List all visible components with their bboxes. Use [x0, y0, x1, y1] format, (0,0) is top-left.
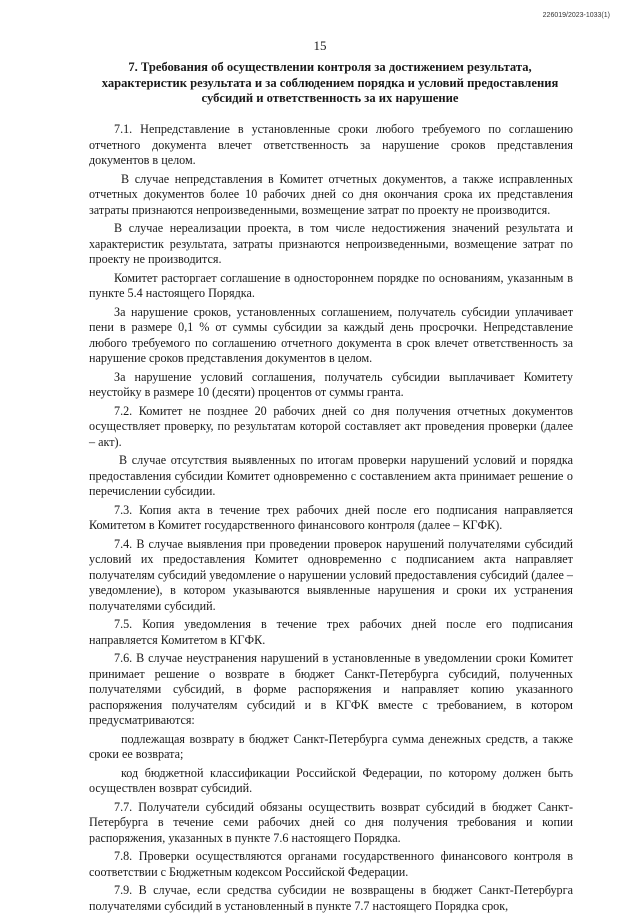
paragraph-7-3: 7.3. Копия акта в течение трех рабочих дней после его подписания направляется Комитетом в Комитет государственного финансового контроля (далее – КГФК).	[89, 502, 573, 532]
page-number: 15	[313, 38, 327, 53]
paragraph-7-1: 7.1. Непредставление в установленные сроки любого требуемого по соглашению отчетного документа влечет ответственность за нарушение сроков представления документов в целом.	[89, 122, 573, 167]
paragraph: В случае нереализации проекта, в том числе недостижения значений результата и характеристик результата, затраты признаются непроизведенными, возмещение затрат по проекту не производится.	[89, 221, 573, 266]
paragraph-7-7: 7.7. Получатели субсидий обязаны осуществить возврат субсидий в бюджет Санкт-Петербурга в течение семи рабочих дней со дня получения требования и копии распоряжения, указанных в пункте 7.6 настоящего Порядка.	[89, 799, 573, 845]
document-number: 226019/2023-1033(1)	[542, 12, 610, 19]
list-item: подлежащая возврату в бюджет Санкт-Петербурга сумма денежных средств, а также сроки ее возврата;	[89, 731, 573, 761]
document-body	[89, 122, 573, 917]
paragraph-7-9: 7.9. В случае, если средства субсидии не возвращены в бюджет Санкт-Петербурга получателями субсидий в установленный в пункте 7.7 настоящего Порядка срок,	[89, 883, 573, 913]
paragraph: За нарушение условий соглашения, получатель субсидии выплачивает Комитету неустойку в размере 10 (десяти) процентов от суммы гранта.	[89, 369, 573, 399]
paragraph-7-5: 7.5. Копия уведомления в течение трех рабочих дней после его подписания направляется Комитетом в КГФК.	[89, 617, 573, 647]
paragraph-7-6: 7.6. В случае неустранения нарушений в установленные в уведомлении сроки Комитет принимает решение о возврате в бюджет Санкт-Петербурга субсидий, полученных получателями субсидий, в форме распоряжения и направляет копию указанного распоряжения получателям субсидий и в КГФК вместе с требованием, в котором предусматриваются:	[89, 651, 573, 727]
paragraph: Комитет расторгает соглашение в одностороннем порядке по основаниям, указанным в пункте 5.4 настоящего Порядка.	[89, 270, 573, 300]
paragraph: За нарушение сроков, установленных соглашением, получатель субсидии уплачивает пени в размере 0,1 % от суммы субсидии за каждый день просрочки. Непредставление любого требуемого по соглашению отчетного документа в срок влечет ответственность за нарушение сроков представления документов в целом.	[89, 304, 573, 365]
paragraph-7-8: 7.8. Проверки осуществляются органами государственного финансового контроля в соответствии с Бюджетным кодексом Российской Федерации.	[89, 849, 573, 879]
paragraph: В случае непредставления в Комитет отчетных документов, а также исправленных отчетных документов более 10 рабочих дней со дня окончания срока их представления затраты признаются непроизведенными, возмещение затрат по проекту не производится.	[89, 171, 573, 217]
paragraph-7-2: 7.2. Комитет не позднее 20 рабочих дней со дня получения отчетных документов осуществляет проверку, по результатам которой составляет акт проведения проверки (далее – акт).	[89, 403, 573, 449]
paragraph: В случае отсутствия выявленных по итогам проверки нарушений условий и порядка предоставления субсидии Комитет одновременно с составлением акта принимает решение о перечислении субсидии.	[89, 453, 573, 498]
paragraph-7-4: 7.4. В случае выявления при проведении проверок нарушений получателями субсидий условий их предоставления Комитет одновременно с подписанием акта направляет получателям субсидий уведомление о нарушении условий предоставления субсидий (далее – уведомление), в котором указываются выявленные нарушения и сроки их устранения получателями субсидий.	[89, 536, 573, 613]
section-title: 7. Требования об осуществлении контроля за достижением результата, характеристик результата и за соблюдением порядка и условий предоставления субсидий и ответственность за их нарушение	[101, 60, 559, 106]
list-item: код бюджетной классификации Российской Федерации, по которому должен быть осуществлен возврат субсидий.	[89, 765, 573, 795]
